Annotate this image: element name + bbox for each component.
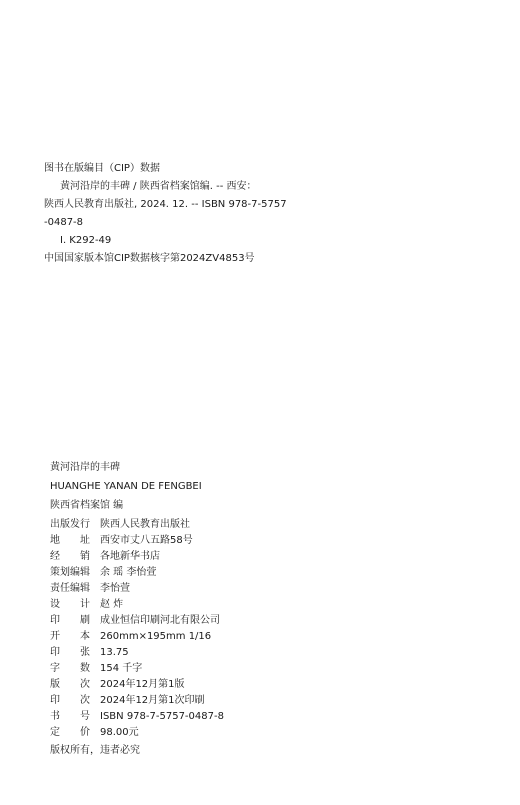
info-label: 出版发行: [50, 519, 90, 530]
info-row-design: [50, 597, 490, 613]
info-row-address: [50, 533, 490, 549]
info-value: 余 瑶 李怡萱: [100, 567, 157, 578]
copyright-notice: 版权所有，违者必究: [50, 745, 140, 756]
info-label: 印张: [50, 647, 90, 658]
info-row-printer: [50, 613, 490, 629]
info-row-sheets: [50, 645, 490, 661]
info-value: 2024年12月第1版: [100, 679, 185, 690]
info-value: 李怡萱: [100, 583, 130, 594]
info-row-distributor: [50, 549, 490, 565]
info-value: 西安市丈八五路58号: [100, 535, 193, 546]
info-row-format: [50, 629, 490, 645]
info-label: 书号: [50, 711, 90, 722]
info-row-impression: [50, 693, 490, 709]
cip-line-3: -0487-8: [44, 217, 84, 228]
cip-heading: 图书在版编目（CIP）数据: [44, 163, 160, 174]
cip-line-1: 黄河沿岸的丰碑 / 陕西省档案馆编. -- 西安：: [60, 181, 257, 192]
info-rows: [50, 517, 490, 741]
book-title-pinyin: HUANGHE YANAN DE FENGBEI: [50, 481, 202, 492]
info-label: 地址: [50, 535, 90, 546]
info-label: 经销: [50, 551, 90, 562]
cip-block: [44, 160, 484, 268]
info-label: 策划编辑: [50, 567, 90, 578]
book-editor: 陕西省档案馆 编: [50, 500, 124, 511]
info-value: ISBN 978-7-5757-0487-8: [100, 711, 224, 722]
info-value: 赵 炸: [100, 599, 124, 610]
cip-classification: Ⅰ. K292-49: [60, 235, 112, 246]
info-label: 设计: [50, 599, 90, 610]
info-value: 成业恒信印刷河北有限公司: [100, 615, 220, 626]
info-value: 260mm×195mm 1/16: [100, 631, 212, 642]
info-label: 版次: [50, 679, 90, 690]
info-row-word-count: [50, 661, 490, 677]
info-value: 陕西人民教育出版社: [100, 519, 190, 530]
info-label: 印刷: [50, 615, 90, 626]
info-label: 印次: [50, 695, 90, 706]
info-row-planning-editor: [50, 565, 490, 581]
info-row-responsible-editor: [50, 581, 490, 597]
info-row-isbn: [50, 709, 490, 725]
info-value: 13.75: [100, 647, 129, 658]
info-value: 98.00元: [100, 727, 139, 738]
book-title: 黄河沿岸的丰碑: [50, 462, 120, 473]
info-label: 字数: [50, 663, 90, 674]
info-label: 开本: [50, 631, 90, 642]
info-value: 各地新华书店: [100, 551, 160, 562]
info-label: 责任编辑: [50, 583, 90, 594]
info-label: 定价: [50, 727, 90, 738]
info-row-edition: [50, 677, 490, 693]
info-value: 2024年12月第1次印刷: [100, 695, 205, 706]
cip-line-2: 陕西人民教育出版社, 2024. 12. -- ISBN 978-7-5757: [44, 199, 287, 210]
info-row-publisher: [50, 517, 490, 533]
info-row-price: [50, 725, 490, 741]
publication-info: [50, 460, 490, 759]
info-value: 154 千字: [100, 663, 143, 674]
cip-verification: 中国国家版本馆CIP数据核字第2024ZV4853号: [44, 253, 255, 264]
